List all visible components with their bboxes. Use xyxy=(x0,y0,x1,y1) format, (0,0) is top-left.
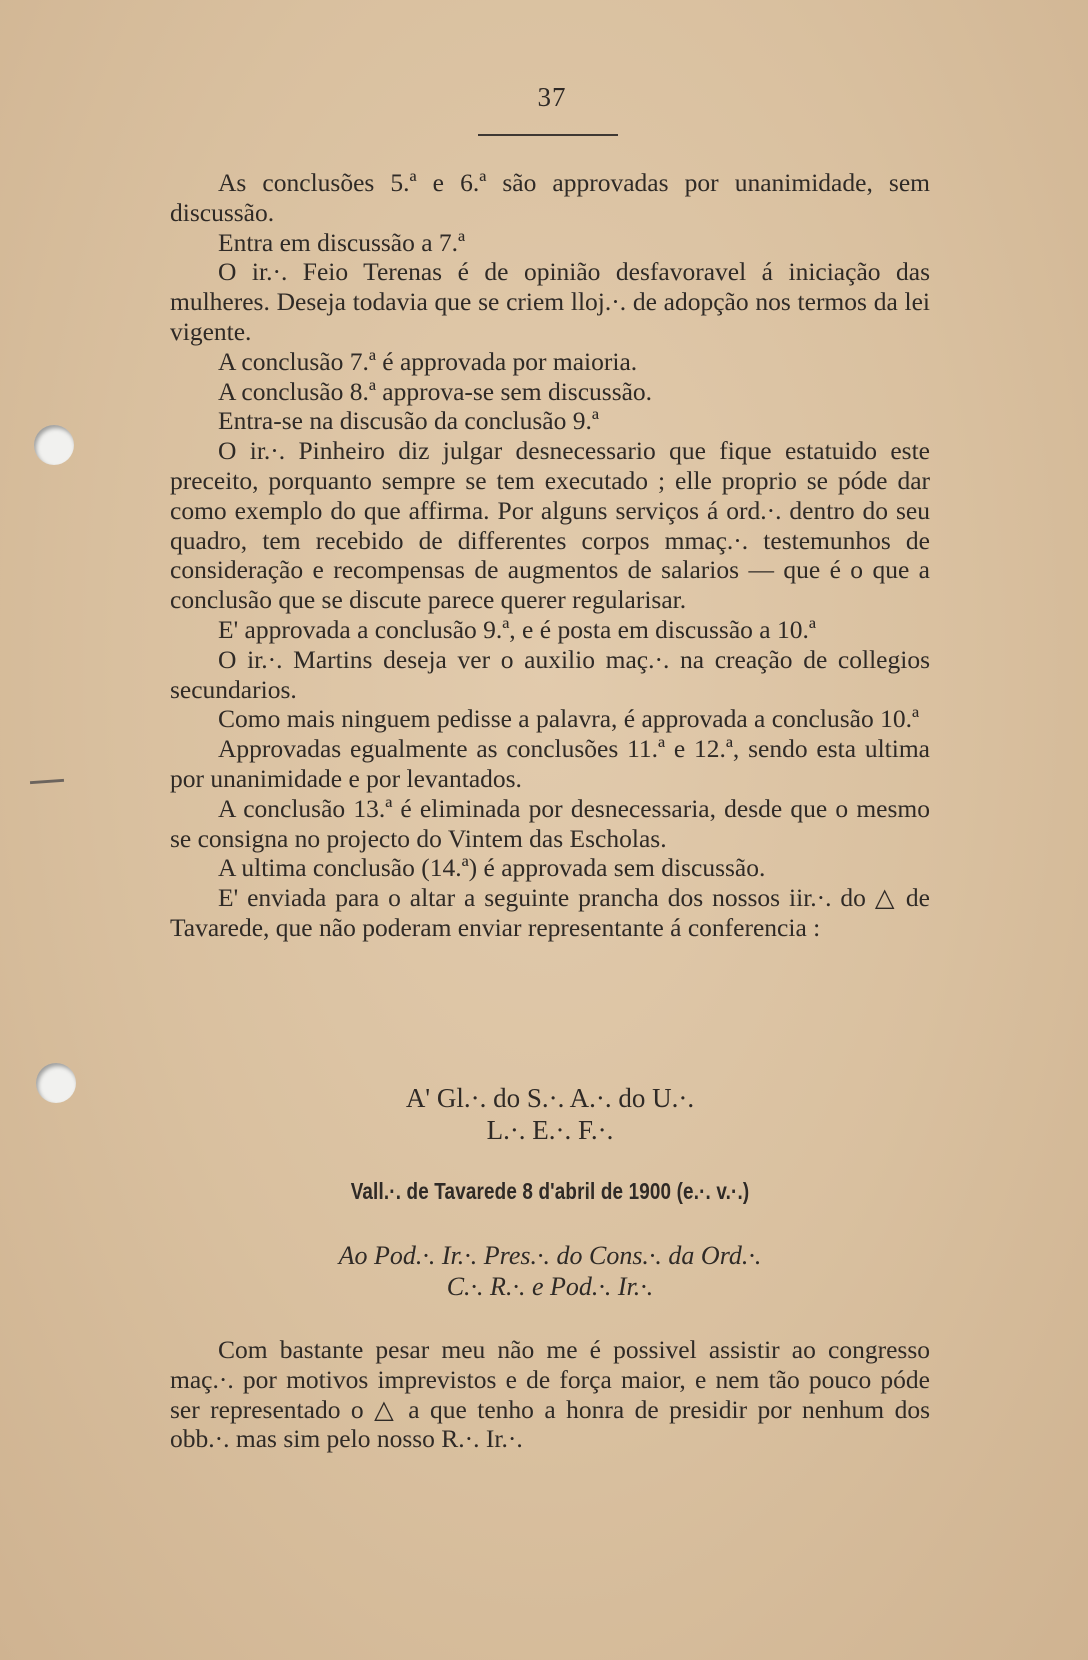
paragraph: O ir.·. Pinheiro diz julgar desnecessario que fique estatuido este preceito, porquanto sempre se tem executado ; elle proprio se póde dar como exemplo do que affirma. Por alguns serviços á ord.·. dentro do seu quadro, tem recebido de differentes corpos mmaç.·. testemunhos de consideração e recompensas de augmentos de salarios — que é o que a conclusão que se discute parece querer regularisar. xyxy=(170,436,930,615)
paragraph: Com bastante pesar meu não me é possivel assistir ao congresso maç.·. por motivos imprevistos e de força maior, e nem tão pouco póde ser representado o △ a que tenho a honra de presidir por nenhum dos obb.·. mas sim pelo nosso R.·. Ir.·. xyxy=(170,1335,930,1454)
heading-line: A' Gl.·. do S.·. A.·. do U.·. xyxy=(405,1083,695,1113)
paragraph: As conclusões 5.ª e 6.ª são approvadas por unanimidade, sem discussão. xyxy=(170,168,930,227)
paragraph: Como mais ninguem pedisse a palavra, é approvada a conclusão 10.ª xyxy=(218,704,919,734)
paragraph: A conclusão 8.ª approva-se sem discussão. xyxy=(218,376,653,406)
margin-mark xyxy=(30,779,64,784)
paragraph: E' approvada a conclusão 9.ª, e é posta em discussão a 10.ª xyxy=(218,614,816,644)
place-date-line: Vall.·. de Tavarede 8 d'abril de 1900 (e.·. v.·.) xyxy=(350,1178,750,1204)
paragraph: A conclusão 13.ª é eliminada por desnecessaria, desde que o mesmo se consigna no projecto do Vintem das Escholas. xyxy=(170,793,930,853)
heading-line: L.·. E.·. F.·. xyxy=(486,1115,614,1145)
minutes-text xyxy=(170,168,930,943)
addressee-block xyxy=(170,1240,930,1302)
paragraph: O ir.·. Martins deseja ver o auxilio maç.·. na creação de collegios secundarios. xyxy=(170,644,930,704)
header-rule xyxy=(478,134,618,136)
paragraph: E' enviada para o altar a seguinte prancha dos nossos iir.·. do △ de Tavarede, que não poderam enviar representante á conferencia : xyxy=(170,883,930,942)
punch-hole xyxy=(34,425,74,465)
addressee-line: C.·. R.·. e Pod.·. Ir.·. xyxy=(446,1272,654,1301)
paragraph: Approvadas egualmente as conclusões 11.ª e 12.ª, sendo esta ultima por unanimidade e por levantados. xyxy=(170,734,930,793)
punch-hole xyxy=(36,1063,76,1103)
paragraph: Entra-se na discusão da conclusão 9.ª xyxy=(218,406,599,436)
letter-body xyxy=(170,1335,930,1454)
paragraph: A conclusão 7.ª é approvada por maioria. xyxy=(218,346,638,376)
letter-heading xyxy=(170,1082,930,1146)
addressee-line: Ao Pod.·. Ir.·. Pres.·. do Cons.·. da Ord.·. xyxy=(338,1241,762,1270)
page-number: 37 xyxy=(537,82,567,112)
paragraph: Entra em discussão a 7.ª xyxy=(218,227,466,257)
paragraph: A ultima conclusão (14.ª) é approvada sem discussão. xyxy=(218,853,766,883)
paragraph: O ir.·. Feio Terenas é de opinião desfavoravel á iniciação das mulheres. Deseja todavia que se criem lloj.·. de adopção nos termos da lei vigente. xyxy=(170,257,930,346)
